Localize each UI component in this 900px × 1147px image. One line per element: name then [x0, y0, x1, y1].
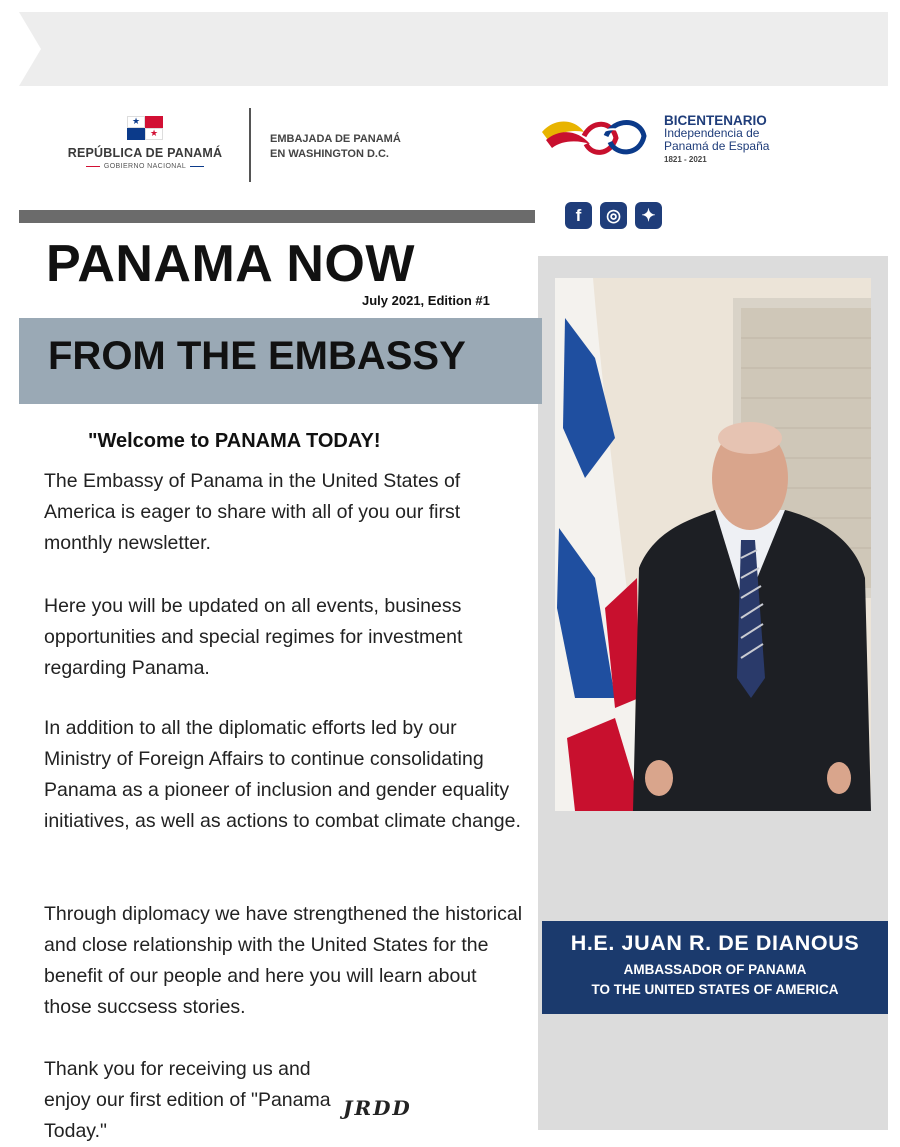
bicentenario-emblem-icon	[540, 110, 660, 162]
body-paragraph: In addition to all the diplomatic efforts led by our Ministry of Foreign Affairs to continue consolidating Panama as a pioneer of inclusion and gender equality initiatives, as well as actions to combat climate change.	[44, 717, 521, 832]
embassy-name	[270, 132, 401, 162]
body-paragraph: Through diplomacy we have strengthened the historical and close relationship with the United States for the benefit of our people and here you will learn about those succsess stories.	[44, 903, 523, 1018]
government-logo	[50, 110, 240, 180]
embassy-line-1: EMBAJADA DE PANAMÁ	[270, 133, 401, 145]
ambassador-caption	[542, 921, 888, 1014]
embassy-line-2: EN WASHINGTON D.C.	[270, 148, 389, 160]
government-name: REPÚBLICA DE PANAMÁ	[67, 146, 223, 160]
body-paragraph: The Embassy of Panama in the United States of America is eager to share with all of you our first monthly newsletter.	[44, 470, 461, 554]
header-rule	[19, 210, 535, 223]
body-paragraph: Here you will be updated on all events, business opportunities and special regimes for investment regarding Panama.	[44, 595, 463, 679]
panama-flag-icon: ★ ★	[127, 116, 163, 140]
ambassador-title-line-1: AMBASSADOR OF PANAMA	[623, 962, 807, 977]
bicentenario-text	[664, 114, 769, 166]
instagram-icon[interactable]: ◎	[600, 202, 627, 229]
government-subtitle: GOBIERNO NACIONAL	[103, 163, 187, 170]
ambassador-title-line-2: TO THE UNITED STATES OF AMERICA	[591, 982, 839, 997]
welcome-heading: "Welcome to PANAMA TODAY!	[88, 430, 381, 452]
newsletter-title: PANAMA NOW	[46, 235, 415, 293]
bicentenario-subtitle-1: Independencia de	[664, 126, 760, 140]
section-heading: FROM THE EMBASSY	[48, 334, 466, 378]
twitter-icon[interactable]: ✦	[635, 202, 662, 229]
ambassador-photo	[555, 278, 871, 811]
ambassador-name: H.E. JUAN R. DE DIANOUS	[570, 931, 860, 955]
bicentenario-title: BICENTENARIO	[664, 113, 767, 128]
bicentenario-subtitle-2: Panamá de España	[664, 139, 770, 153]
header-divider	[249, 108, 251, 182]
signature: JRDD	[343, 1096, 412, 1120]
closing-paragraph: Thank you for receiving us and enjoy our first edition of "Panama Today."	[44, 1058, 331, 1142]
facebook-icon[interactable]: f	[565, 202, 592, 229]
top-banner	[19, 12, 888, 86]
government-subtitle-row	[50, 163, 240, 170]
edition-label: July 2021, Edition #1	[362, 293, 490, 308]
bicentenario-years: 1821 - 2021	[664, 155, 707, 164]
